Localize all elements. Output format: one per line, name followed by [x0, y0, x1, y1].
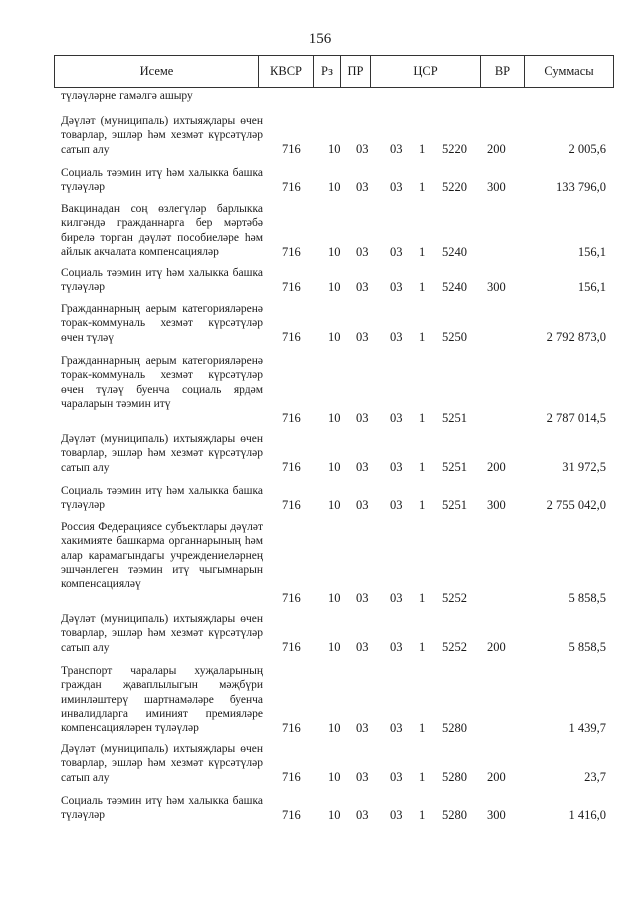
- cell-csr2: 1: [419, 640, 426, 654]
- cell-pr: 03: [356, 142, 369, 156]
- cell-csr3: 5251: [442, 498, 467, 512]
- cell-kvsr: 716: [282, 591, 301, 605]
- cell-kvsr: 716: [282, 180, 301, 194]
- cell-kvsr: 716: [282, 411, 301, 425]
- row-name: Социаль тәэмин итү һәм халыкка башка түләүләр: [61, 267, 263, 294]
- row-name: Гражданнарның аерым категорияләренә торак-коммуналь хезмәт күрсәтүләр өчен түләү: [61, 303, 263, 344]
- cell-vr: 200: [487, 770, 506, 784]
- cell-csr2: 1: [419, 245, 426, 259]
- header-rz: Рз: [314, 56, 341, 88]
- cell-rz: 10: [328, 770, 341, 784]
- cell-csr3: 5220: [442, 142, 467, 156]
- cell-csr2: 1: [419, 770, 426, 784]
- page-number: 156: [308, 31, 332, 47]
- cell-csr2: 1: [419, 498, 426, 512]
- cell-vr: 200: [487, 640, 506, 654]
- cell-sum: 1 416,0: [568, 808, 606, 822]
- cell-kvsr: 716: [282, 770, 301, 784]
- cell-pr: 03: [356, 721, 369, 735]
- cell-csr2: 1: [419, 280, 426, 294]
- header-vr: ВР: [481, 56, 525, 88]
- cell-rz: 10: [328, 180, 341, 194]
- row-name: Дәүләт (муниципаль) ихтыяҗлары өчен товарлар, эшләр һәм хезмәт күрсәтүләр сатып алу: [61, 115, 263, 156]
- cell-vr: 200: [487, 142, 506, 156]
- cell-csr2: 1: [419, 808, 426, 822]
- cell-csr3: 5250: [442, 330, 467, 344]
- cell-csr1: 03: [390, 591, 403, 605]
- cell-pr: 03: [356, 245, 369, 259]
- cell-rz: 10: [328, 142, 341, 156]
- cell-kvsr: 716: [282, 498, 301, 512]
- header-sum: Суммасы: [525, 56, 614, 88]
- cell-pr: 03: [356, 460, 369, 474]
- cell-csr1: 03: [390, 411, 403, 425]
- cell-csr3: 5240: [442, 245, 467, 259]
- row-name: Гражданнарның аерым категорияләренә торак-коммуналь хезмәт күрсәтүләр өчен түләү буенча социаль ярдәм чараларын тәэмин итү: [61, 355, 263, 410]
- cell-csr2: 1: [419, 180, 426, 194]
- cell-csr3: 5252: [442, 591, 467, 605]
- row-name: Социаль тәэмин итү һәм халыкка башка түләүләр: [61, 167, 263, 194]
- row-name: Россия Федерациясе субъектлары дәүләт хакимияте башкарма органнарының һәм алар карамагындагы учреждениеләрнең эшчәнлеген тәэмин итү чыгымнарын компенсацияләү: [61, 521, 263, 591]
- cell-csr1: 03: [390, 280, 403, 294]
- cell-csr1: 03: [390, 245, 403, 259]
- cell-pr: 03: [356, 411, 369, 425]
- cell-kvsr: 716: [282, 280, 301, 294]
- cell-sum: 1 439,7: [568, 721, 606, 735]
- cell-sum: 156,1: [577, 280, 606, 294]
- cell-sum: 31 972,5: [562, 460, 606, 474]
- cell-pr: 03: [356, 808, 369, 822]
- cell-sum: 156,1: [577, 245, 606, 259]
- row-name: Социаль тәэмин итү һәм халыкка башка түләүләр: [61, 795, 263, 822]
- cell-kvsr: 716: [282, 721, 301, 735]
- cell-kvsr: 716: [282, 460, 301, 474]
- cell-rz: 10: [328, 460, 341, 474]
- cell-rz: 10: [328, 808, 341, 822]
- cell-csr3: 5251: [442, 411, 467, 425]
- cell-vr: 300: [487, 498, 506, 512]
- cell-csr2: 1: [419, 411, 426, 425]
- cell-pr: 03: [356, 280, 369, 294]
- cell-pr: 03: [356, 770, 369, 784]
- cell-pr: 03: [356, 330, 369, 344]
- cell-csr1: 03: [390, 770, 403, 784]
- table-header: [54, 55, 614, 88]
- cell-csr1: 03: [390, 721, 403, 735]
- row-name: Дәүләт (муниципаль) ихтыяҗлары өчен товарлар, эшләр һәм хезмәт күрсәтүләр сатып алу: [61, 613, 263, 654]
- row-name: Транспорт чаралары хуҗаларының граждан җаваплылыгын мәҗбүри иминләштерү шартнамәләре буенча инвалидларга иминият премияләре компенсацияләрен түләүләр: [61, 665, 263, 735]
- cell-rz: 10: [328, 245, 341, 259]
- cell-csr2: 1: [419, 460, 426, 474]
- cell-sum: 5 858,5: [568, 591, 606, 605]
- row-name: Дәүләт (муниципаль) ихтыяҗлары өчен товарлар, эшләр һәм хезмәт күрсәтүләр сатып алу: [61, 433, 263, 474]
- row-name: Социаль тәэмин итү һәм халыкка башка түләүләр: [61, 485, 263, 512]
- cell-pr: 03: [356, 591, 369, 605]
- cell-rz: 10: [328, 721, 341, 735]
- cell-csr1: 03: [390, 180, 403, 194]
- header-kvsr: КВСР: [259, 56, 314, 88]
- cell-csr1: 03: [390, 330, 403, 344]
- cell-kvsr: 716: [282, 142, 301, 156]
- cell-sum: 2 755 042,0: [546, 498, 606, 512]
- cell-pr: 03: [356, 640, 369, 654]
- cell-csr1: 03: [390, 460, 403, 474]
- cell-sum: 2 787 014,5: [546, 411, 606, 425]
- header-pr: ПР: [341, 56, 371, 88]
- cell-csr2: 1: [419, 591, 426, 605]
- cell-pr: 03: [356, 180, 369, 194]
- cell-pr: 03: [356, 498, 369, 512]
- header-name: Исеме: [139, 64, 174, 78]
- cell-rz: 10: [328, 411, 341, 425]
- cell-rz: 10: [328, 498, 341, 512]
- cell-csr3: 5251: [442, 460, 467, 474]
- cell-kvsr: 716: [282, 808, 301, 822]
- row-name: Дәүләт (муниципаль) ихтыяҗлары өчен товарлар, эшләр һәм хезмәт күрсәтүләр сатып алу: [61, 743, 263, 784]
- cell-csr2: 1: [419, 330, 426, 344]
- cell-vr: 300: [487, 808, 506, 822]
- cell-csr2: 1: [419, 142, 426, 156]
- cell-csr1: 03: [390, 142, 403, 156]
- continuation-text: түләүләрне гамәлгә ашыру: [61, 90, 193, 102]
- cell-kvsr: 716: [282, 640, 301, 654]
- cell-kvsr: 716: [282, 245, 301, 259]
- cell-csr3: 5240: [442, 280, 467, 294]
- cell-sum: 23,7: [584, 770, 606, 784]
- cell-rz: 10: [328, 330, 341, 344]
- cell-sum: 2 792 873,0: [546, 330, 606, 344]
- cell-sum: 133 796,0: [556, 180, 606, 194]
- cell-csr1: 03: [390, 498, 403, 512]
- cell-sum: 2 005,6: [568, 142, 606, 156]
- cell-csr3: 5280: [442, 721, 467, 735]
- cell-kvsr: 716: [282, 330, 301, 344]
- cell-rz: 10: [328, 591, 341, 605]
- cell-vr: 300: [487, 280, 506, 294]
- cell-csr3: 5280: [442, 770, 467, 784]
- cell-csr3: 5220: [442, 180, 467, 194]
- cell-rz: 10: [328, 640, 341, 654]
- row-name: Вакцинадан соң өзлегүләр барлыкка килгәндә гражданнарга бер мәртәбә бирелә торган дәүләт пособиеләре һәм айлык акчалата компенсацияләр: [61, 203, 263, 258]
- cell-rz: 10: [328, 280, 341, 294]
- cell-sum: 5 858,5: [568, 640, 606, 654]
- cell-csr2: 1: [419, 721, 426, 735]
- cell-vr: 200: [487, 460, 506, 474]
- cell-vr: 300: [487, 180, 506, 194]
- header-csr: ЦСР: [371, 56, 481, 88]
- cell-csr3: 5280: [442, 808, 467, 822]
- cell-csr3: 5252: [442, 640, 467, 654]
- cell-csr1: 03: [390, 640, 403, 654]
- cell-csr1: 03: [390, 808, 403, 822]
